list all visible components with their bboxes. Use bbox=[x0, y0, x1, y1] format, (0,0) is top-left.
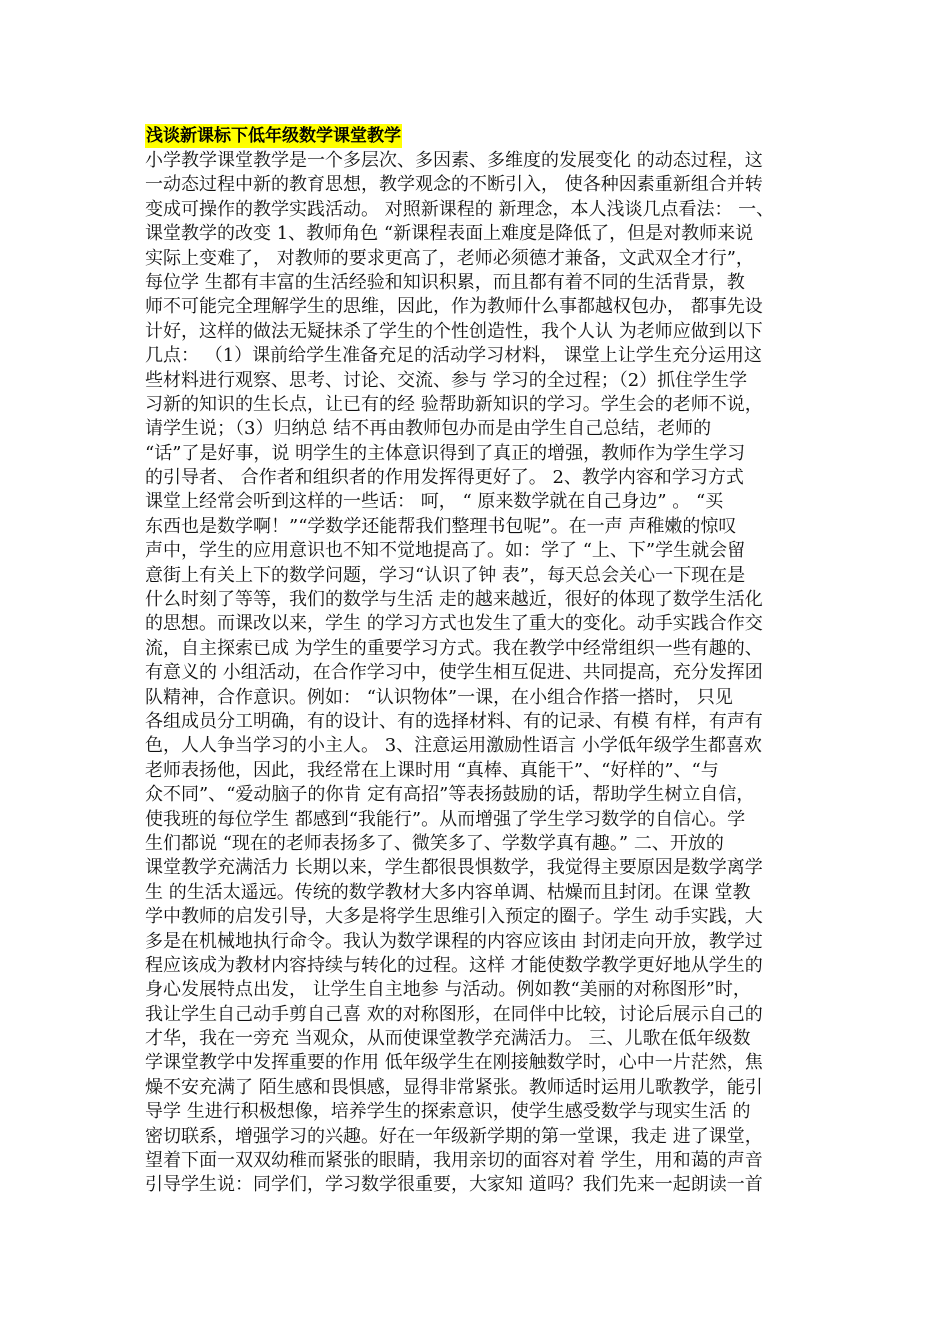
text-line: 色，人人争当学习的小主人。 3、注意运用激励性语言 小学低年级学生都喜欢 bbox=[145, 735, 762, 757]
text-line: 各组成员分工明确，有的设计、有的选择材料、有的记录、有模 有样，有声有 bbox=[145, 710, 763, 732]
text-line: 意街上有关上下的数学问题，学习“认识了钟 表”，每天总会关心一下现在是 bbox=[145, 564, 746, 586]
body-text bbox=[145, 149, 815, 1198]
text-line: 学课堂教学中发挥重要的作用 低年级学生在刚接触数学时，心中一片茫然，焦 bbox=[145, 1052, 763, 1074]
text-line: 课堂上经常会听到这样的一些话： 呵， “ 原来数学就在自己身边” 。 “买 bbox=[145, 491, 724, 513]
text-line: 东西也是数学啊！”“学数学还能帮我们整理书包呢”。在一声 声稚嫩的惊叹 bbox=[145, 515, 737, 537]
text-line: 身心发展特点出发， 让学生自主地参 与活动。例如教“美丽的对称图形”时， bbox=[145, 979, 751, 1001]
text-line: “话”了是好事，说 明学生的主体意识得到了真正的增强，教师作为学生学习 bbox=[145, 442, 746, 464]
text-line: 声中，学生的应用意识也不知不觉地提高了。如：学了 “上、下”学生就会留 bbox=[145, 540, 746, 562]
text-line: 一动态过程中新的教育思想，教学观念的不断引入， 使各种因素重新组合并转 bbox=[145, 174, 763, 196]
text-line: 习新的知识的生长点，让已有的经 验帮助新知识的学习。学生会的老师不说， bbox=[145, 393, 763, 415]
text-line: 每位学 生都有丰富的生活经验和知识积累，而且都有着不同的生活背景，教 bbox=[145, 271, 745, 293]
text-line: 程应该成为教材内容持续与转化的过程。这样 才能使数学教学更好地从学生的 bbox=[145, 954, 763, 976]
text-line: 生们都说 “现在的老师表扬多了、微笑多了、学数学真有趣。” 二、开放的 bbox=[145, 832, 724, 854]
text-line: 师不可能完全理解学生的思维，因此，作为教师什么事都越权包办， 都事先设 bbox=[145, 296, 763, 318]
text-line: 队精神，合作意识。例如： “认识物体”一课，在小组合作搭一搭时， 只见 bbox=[145, 686, 733, 708]
text-line: 才华，我在一旁充 当观众，从而使课堂教学充满活力。 三、儿歌在低年级数 bbox=[145, 1028, 751, 1050]
text-line: 几点： （1）课前给学生准备充足的活动学习材料， 课堂上让学生充分运用这 bbox=[145, 345, 762, 367]
text-line: 小学教学课堂教学是一个多层次、多因素、多维度的发展变化 的动态过程，这 bbox=[145, 150, 763, 171]
text-line: 导学 生进行积极想像，培养学生的探索意识，使学生感受数学与现实生活 的 bbox=[145, 1101, 751, 1123]
text-line: 些材料进行观察、思考、讨论、交流、参与 学习的全过程；（2）抓住学生学 bbox=[145, 369, 748, 391]
text-line: 引导学生说：同学们，学习数学很重要，大家知 道吗？我们先来一起朗读一首 bbox=[145, 1174, 763, 1196]
text-line: 多是在机械地执行命令。我认为数学课程的内容应该由 封闭走向开放，教学过 bbox=[145, 930, 763, 952]
text-line: 望着下面一双双幼稚而紧张的眼睛，我用亲切的面容对着 学生，用和蔼的声音 bbox=[145, 1150, 763, 1172]
document-title: 浅谈新课标下低年级数学课堂教学 bbox=[146, 126, 401, 146]
text-line: 学中教师的启发引导，大多是将学生思维引入预定的圈子。学生 动手实践，大 bbox=[145, 906, 763, 928]
text-line: 众不同”、“爱动脑子的你肯 定有高招”等表扬鼓励的话，帮助学生树立自信， bbox=[145, 784, 755, 806]
text-line: 老师表扬他，因此，我经常在上课时用 “真棒、真能干”、“好样的”、“与 bbox=[145, 759, 719, 781]
text-line: 课堂教学充满活力 长期以来，学生都很畏惧数学，我觉得主要原因是数学离学 bbox=[145, 857, 763, 879]
text-line: 密切联系，增强学习的兴趣。好在一年级新学期的第一堂课，我走 进了课堂， bbox=[145, 1125, 763, 1147]
document-body bbox=[145, 124, 815, 1198]
text-line: 燥不安充满了 陌生感和畏惧感，显得非常紧张。教师适时运用儿歌教学，能引 bbox=[145, 1076, 763, 1098]
text-line: 实际上变难了， 对教师的要求更高了，老师必须德才兼备，文武双全才行”， bbox=[145, 247, 754, 269]
text-line: 流，自主探索已成 为学生的重要学习方式。我在教学中经常组织一些有趣的、 bbox=[145, 637, 763, 659]
text-line: 我让学生自己动手剪自己喜 欢的对称图形，在同伴中比较，讨论后展示自己的 bbox=[145, 1003, 763, 1025]
text-line: 的思想。而课改以来，学生 的学习方式也发生了重大的变化。动手实践合作交 bbox=[145, 613, 763, 635]
text-line: 什么时刻了等等，我们的数学与生活 走的越来越近，很好的体现了数学生活化 bbox=[145, 589, 763, 611]
text-line: 计好，这样的做法无疑抹杀了学生的个性创造性，我个人认 为老师应做到以下 bbox=[145, 320, 763, 342]
text-line: 生 的生活太遥远。传统的数学教材大多内容单调、枯燥而且封闭。在课 堂教 bbox=[145, 881, 751, 903]
text-line: 的引导者、 合作者和组织者的作用发挥得更好了。 2、教学内容和学习方式 bbox=[145, 467, 744, 489]
title-row bbox=[145, 124, 815, 149]
text-line: 使我班的每位学生 都感到“我能行”。从而增强了学生学习数学的自信心。学 bbox=[145, 808, 746, 830]
text-line: 课堂教学的改变 1、教师角色 “新课程表面上难度是降低了，但是对教师来说 bbox=[145, 223, 754, 245]
text-line: 有意义的 小组活动，在合作学习中，使学生相互促进、共同提高，充分发挥团 bbox=[145, 662, 763, 684]
text-line: 变成可操作的教学实践活动。 对照新课程的 新理念，本人浅谈几点看法： 一、 bbox=[145, 198, 775, 220]
text-line: 请学生说；（3）归纳总 结不再由教师包办而是由学生自己总结，老师的 bbox=[145, 418, 712, 440]
